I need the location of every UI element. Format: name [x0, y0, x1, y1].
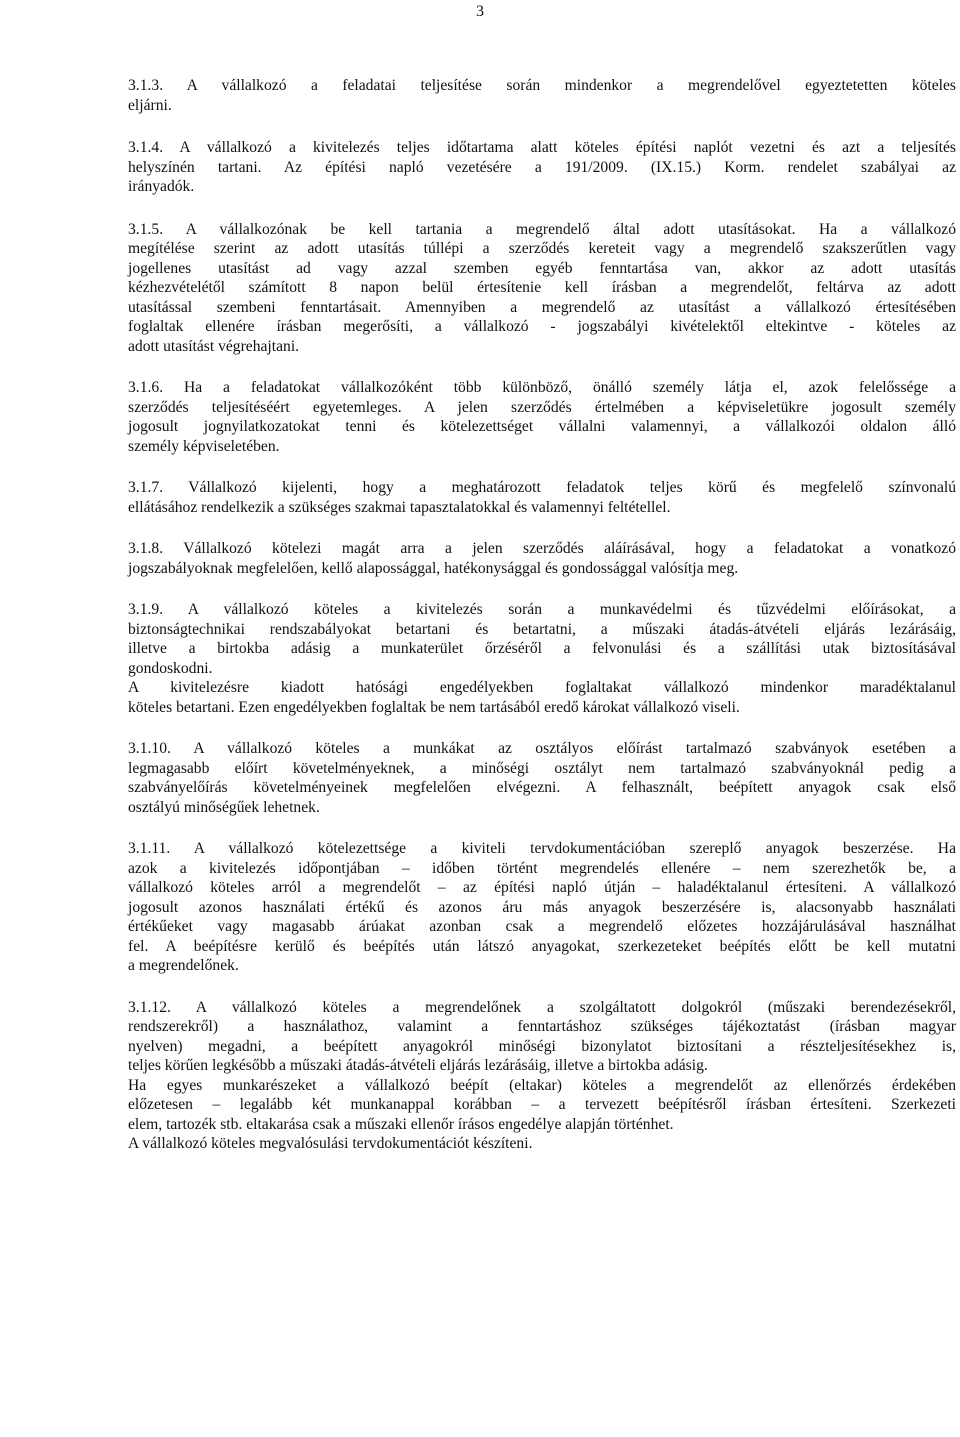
paragraph-line: adott utasítást végrehajtani.: [128, 337, 300, 355]
paragraph-line: 3.1.8. Vállalkozó kötelezi magát arra a jelen szerződés aláírásával, hogy a feladatokat a vonatkozó: [128, 540, 956, 557]
paragraph-line: jogosult jognyilatkozatokat tenni és kötelezettséget vállalni valamennyi, a vállalkozói oldalon álló: [128, 418, 956, 435]
paragraph-line: teljes körűen legkésőbb a műszaki átadás-átvételi eljárás lezárásáig, illetve a birtokba adásig.: [128, 1057, 708, 1074]
paragraph-line: köteles betartani. Ezen engedélyekben foglaltak be nem tartásából eredő károkat vállalkozó viseli.: [128, 698, 740, 716]
paragraph-3-1-11: [128, 839, 956, 976]
paragraph-3-1-3: [128, 76, 956, 115]
paragraph-line: vállalkozó köteles arról a megrendelőt – az építési napló útján – haladéktalanul értesíteni. A vállalkozó: [128, 879, 956, 896]
paragraph-line: elem, tartozék stb. eltakarása csak a műszaki ellenőr írásos engedélye alapján történhet.: [128, 1115, 674, 1133]
paragraph-line: 3.1.6. Ha a feladatokat vállalkozóként több különböző, önálló személy látja el, azok felelőssége a: [128, 379, 956, 396]
paragraph-line: a megrendelőnek.: [128, 957, 239, 974]
paragraph-line: kézhezvételétől számított 8 napon belül értesítenie kell írásban a megrendelőt, feltárva az adott: [128, 279, 956, 296]
paragraph-3-1-8: [128, 539, 956, 578]
paragraph-line: fel. A beépítésre kerülő és beépítés után látszó anyagokat, szerkezeteket beépítés előtt be kell mutatni: [128, 937, 956, 955]
paragraph-line: helyszínén tartani. Az építési napló vezetésére a 191/2009. (IX.15.) Korm. rendelet szabályai az: [128, 158, 956, 176]
paragraph-line: szerződés teljesítéséért egyetemleges. A jelen szerződés értelmében a képviseletükre jogosult személy: [128, 398, 956, 416]
paragraph-line: nyelven) megadni, a beépített anyagokról minőségi bizonylatot biztosítani a részteljesítésekhez is,: [128, 1037, 956, 1055]
paragraph-line: azok a kivitelezés időpontjában – időben történt megrendelés ellenére – nem szerezhetők be, a: [128, 859, 956, 877]
paragraph-3-1-9: [128, 600, 956, 717]
paragraph-line: eljárni.: [128, 96, 172, 114]
paragraph-line: A kivitelezésre kiadott hatósági engedélyekben foglaltakat vállalkozó mindenkor maradéktalanul: [128, 679, 956, 696]
paragraph-3-1-10: [128, 739, 956, 817]
paragraph-line: biztonságtechnikai rendszabályokat betartani és betartatni, a műszaki átadás-átvételi eljárás lezárásáig,: [128, 620, 956, 638]
paragraph-line: foglaltak ellenére írásban megerősíti, a vállalkozó - jogszabályi kivételektől eltekintve - köteles az: [128, 318, 956, 335]
paragraph-line: szabványelőírás követelményeinek megfelelően elvégezni. A felhasznált, beépített anyagok csak első: [128, 779, 956, 796]
paragraph-line: értékűeket vagy magasabb árúakat azonban csak a megrendelő előzetes hozzájárulásával használhat: [128, 918, 956, 935]
paragraph-line: illetve a birtokba adásig a munkaterület őrzéséről a felvonulási és a szállítási utak biztosításával: [128, 640, 956, 657]
paragraph-line: legmagasabb előírt követelményeknek, a minőségi osztályt nem tartalmazó szabványoknál pedig a: [128, 759, 956, 777]
paragraph-line: előzetesen – legalább két munkanappal korábban – a tervezett beépítésről írásban értesíteni. Szerkezeti: [128, 1096, 956, 1113]
paragraph-line: 3.1.10. A vállalkozó köteles a munkákat az osztályos előírást tartalmazó szabványok esetében a: [128, 740, 956, 757]
paragraph-line: 3.1.12. A vállalkozó köteles a megrendelőnek a szolgáltatott dolgokról (műszaki berendezésekről,: [128, 998, 956, 1016]
paragraph-line: jogellenes utasítást ad vagy azzal szemben egyéb fenntartása van, akkor az adott utasítás: [128, 259, 956, 277]
paragraph-line: rendszerekről) a használathoz, valamint a fenntartáshoz szükséges tájékoztatást (írásban magyar: [128, 1018, 956, 1035]
paragraph-line: 3.1.3. A vállalkozó a feladatai teljesítése során mindenkor a megrendelővel egyeztetetten köteles: [128, 77, 956, 94]
paragraph-line: megítélése szerint az adott utasítás túllépi a szerződés kereteit vagy a megrendelő szakszerűtlen vagy: [128, 240, 956, 257]
paragraph-line: irányadók.: [128, 178, 195, 195]
paragraph-3-1-4: [128, 138, 956, 197]
paragraph-line: 3.1.11. A vállalkozó kötelezettsége a kiviteli tervdokumentációban szereplő anyagok beszerzése. Ha: [128, 840, 956, 857]
paragraph-line: 3.1.4. A vállalkozó a kivitelezés teljes időtartama alatt köteles építési naplót vezetni és azt a teljesítés: [128, 139, 956, 156]
paragraph-3-1-5: [128, 220, 956, 357]
paragraph-line: személy képviseletében.: [128, 437, 280, 455]
paragraph-line: A vállalkozó köteles megvalósulási tervdokumentációt készíteni.: [128, 1135, 533, 1152]
paragraph-line: 3.1.7. Vállalkozó kijelenti, hogy a meghatározott feladatok teljes körű és megfelelő színvonalú: [128, 479, 956, 496]
paragraph-line: 3.1.9. A vállalkozó köteles a kivitelezés során a munkavédelmi és tűzvédelmi előírásokat, a: [128, 601, 956, 618]
paragraph-line: jogszabályoknak megfelelően, kellő alapossággal, hatékonysággal és gondossággal valósítja meg.: [128, 559, 739, 577]
paragraph-line: utasítással szembeni fenntartásait. Amennyiben a megrendelő az utasítást a vállalkozó értesítésében: [128, 298, 956, 316]
paragraph-line: Ha egyes munkarészeket a vállalkozó beépít (eltakar) köteles a megrendelőt az ellenőrzés érdekében: [128, 1076, 956, 1094]
paragraph-line: ellátásához rendelkezik a szükséges szakmai tapasztalatokkal és valamennyi feltétellel.: [128, 498, 671, 516]
document-body: [128, 76, 956, 1175]
paragraph-line: 3.1.5. A vállalkozónak be kell tartania a megrendelő által adott utasításokat. Ha a vállalkozó: [128, 220, 956, 238]
paragraph-3-1-6: [128, 378, 956, 456]
paragraph-3-1-12: [128, 998, 956, 1154]
paragraph-line: jogosult azonos használati értékű és azonos áru más anyagok beszerzésére is, alacsonyabb használati: [128, 898, 956, 916]
page-number: 3: [476, 3, 484, 20]
paragraph-line: osztályú minőségűek lehetnek.: [128, 798, 320, 816]
paragraph-line: gondoskodni.: [128, 659, 213, 677]
paragraph-3-1-7: [128, 478, 956, 517]
